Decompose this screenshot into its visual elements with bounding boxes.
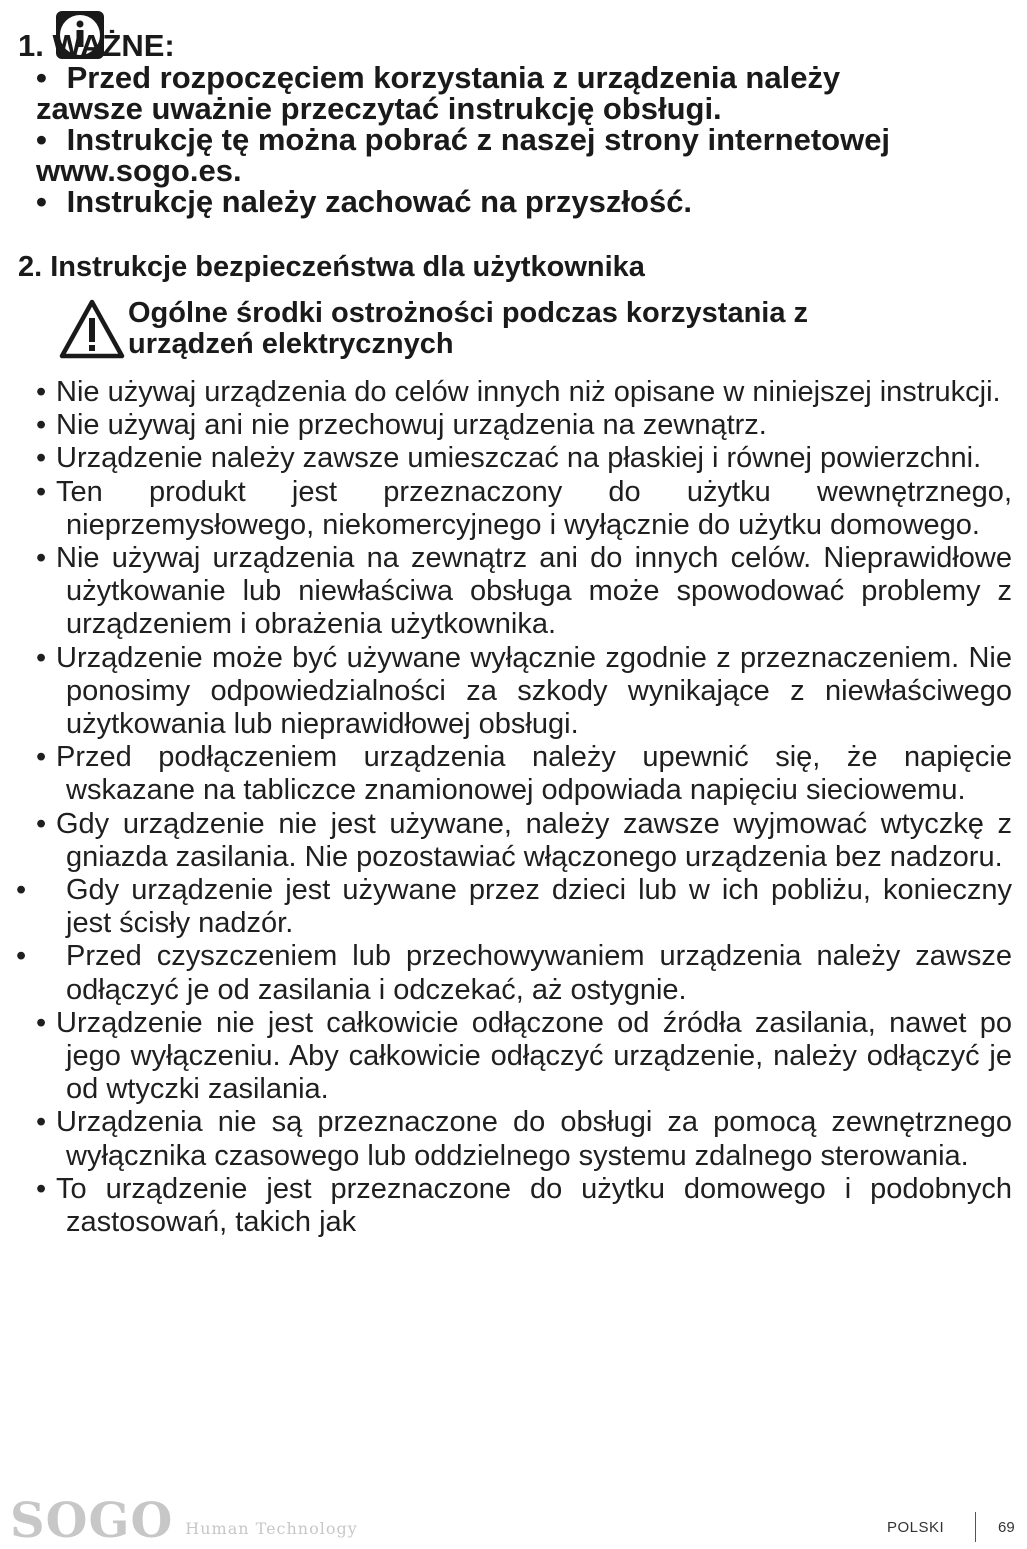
page-number: 69 [998,1519,1015,1536]
brand-tagline: Human Technology [185,1519,358,1538]
safety-rule: • Urządzenie należy zawsze umieszczać na płaskiej i równej powierzchni. [16,442,1012,475]
safety-rule: • Przed podłączeniem urządzenia należy upewnić się, że napięcie wskazane na tabliczce znamionowej odpowiada napięciu sieciowemu. [16,741,1012,807]
safety-rule: • Nie używaj ani nie przechowuj urządzenia na zewnątrz. [16,409,1012,442]
important-item: • Instrukcję tę można pobrać z naszej strony internetowej www.sogo.es. [18,124,1018,186]
safety-rule: • Urządzenie nie jest całkowicie odłączone od źródła zasilania, nawet po jego wyłączeniu. Aby całkowicie odłączyć urządzenie, należy odłączyć je od wtyczki zasilania. [16,1007,1012,1107]
important-item: • Przed rozpoczęciem korzystania z urządzenia należy zawsze uważnie przeczytać instrukcję obsługi. [18,62,1018,124]
sogo-logo [10,1493,358,1549]
safety-rule: • Nie używaj urządzenia do celów innych niż opisane w niniejszej instrukcji. [16,376,1012,409]
general-precautions-heading: Ogólne środki ostrożności podczas korzystania z urządzeń elektrycznych [128,297,809,360]
safety-rule: • Ten produkt jest przeznaczony do użytku wewnętrznego, nieprzemysłowego, niekomercyjnego i wyłącznie do użytku domowego. [16,476,1012,542]
safety-rule: • To urządzenie jest przeznaczone do użytku domowego i podobnych zastosowań, takich jak [16,1173,1012,1239]
footer-divider [975,1512,976,1542]
safety-rule: • Nie używaj urządzenia na zewnątrz ani do innych celów. Nieprawidłowe użytkowanie lub niewłaściwa obsługa może spowodować problemy z urządzeniem i obrażenia użytkownika. [16,542,1012,642]
warning-triangle-icon [58,298,126,360]
important-list [18,62,1018,217]
safety-rule: • Urządzenia nie są przeznaczone do obsługi za pomocą zewnętrznego wyłącznika czasowego lub oddzielnego systemu zdalnego sterowania. [16,1106,1012,1172]
language-label: POLSKI [887,1519,945,1536]
important-heading: 1. WAŻNE: [18,28,175,63]
safety-section-title: 2. Instrukcje bezpieczeństwa dla użytkownika [18,251,645,283]
important-item: • Instrukcję należy zachować na przyszłość. [18,186,1018,217]
important-section [18,30,1018,217]
safety-rule: • Gdy urządzenie jest używane przez dzieci lub w ich pobliżu, konieczny jest ścisły nadzór. [16,874,1012,940]
safety-rule: • Urządzenie może być używane wyłącznie zgodnie z przeznaczeniem. Nie ponosimy odpowiedzialności za szkody wynikające z niewłaściwego użytkowania lub nieprawidłowej obsługi. [16,642,1012,742]
safety-rules-list [16,376,1012,1239]
brand-name: SOGO [10,1493,174,1549]
safety-rule: • Gdy urządzenie nie jest używane, należy zawsze wyjmować wtyczkę z gniazda zasilania. Nie pozostawiać włączonego urządzenia bez nadzoru. [16,808,1012,874]
safety-rule: • Przed czyszczeniem lub przechowywaniem urządzenia należy zawsze odłączyć je od zasilania i odczekać, aż ostygnie. [16,940,1012,1006]
